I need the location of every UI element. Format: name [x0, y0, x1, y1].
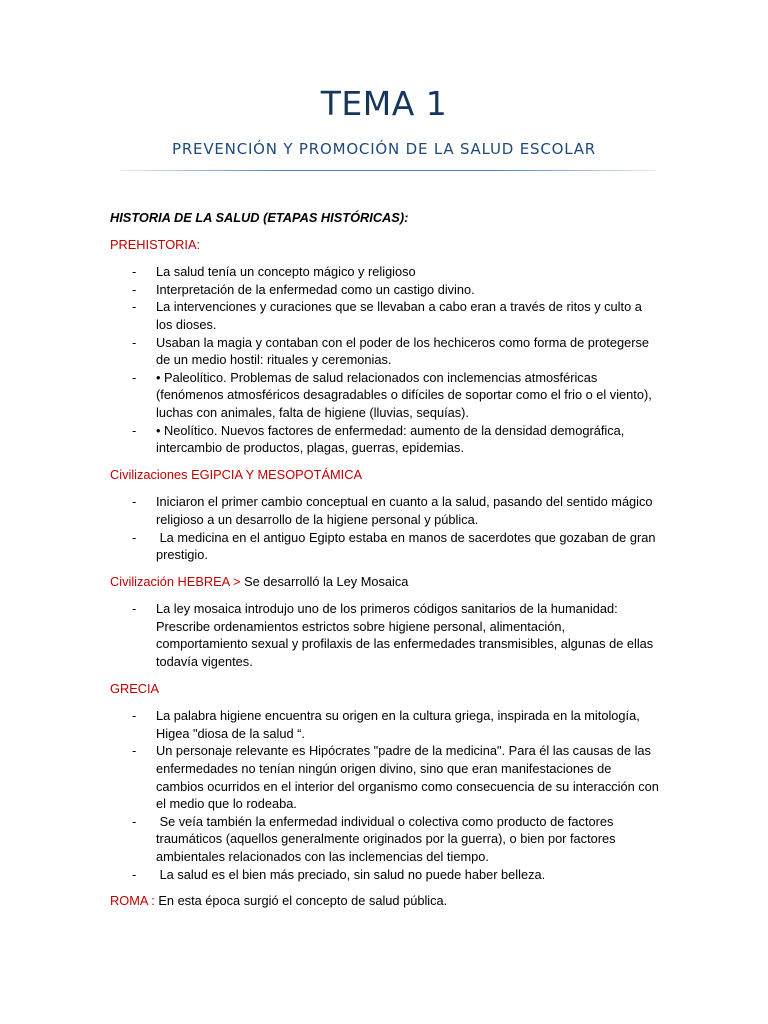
dash-bullet: - [132, 299, 137, 315]
list-prehistoria [110, 263, 660, 457]
list-item: - La salud tenía un concepto mágico y religioso [132, 264, 416, 280]
list-grecia [110, 707, 660, 883]
dash-bullet: - [132, 264, 137, 280]
section-label-prehistoria: PREHISTORIA: [110, 236, 201, 252]
document-body [110, 209, 660, 920]
dash-bullet: - [132, 601, 137, 617]
list-egipcia [110, 493, 660, 563]
dash-bullet: - [132, 813, 137, 829]
dash-bullet: - [132, 708, 137, 724]
list-item: - La medicina en el antiguo Egipto estaba en manos de sacerdotes que gozaban de gran prestigio. [132, 529, 660, 563]
page-title: TEMA 1 [320, 84, 448, 123]
dash-bullet: - [132, 866, 137, 882]
list-item: - La ley mosaica introdujo uno de los primeros códigos sanitarios de la humanidad: Prescribe ordenamientos estrictos sobre higiene personal, alimentación, comportamiento sexual y profilaxis de las enfermedades transmisibles, algunas de ellas todavía vigentes. [132, 601, 654, 670]
list-item: - Interpretación de la enfermedad como un castigo divino. [132, 281, 475, 297]
section-label-roma: ROMA : En esta época surgió el concepto de salud pública. [110, 893, 448, 909]
dash-bullet: - [132, 494, 137, 510]
list-item: - La intervenciones y curaciones que se llevaban a cabo eran a través de ritos y culto a los dioses. [132, 299, 642, 332]
dash-bullet: - [132, 743, 137, 759]
page-subtitle: PREVENCIÓN Y PROMOCIÓN DE LA SALUD ESCOLAR [171, 140, 596, 158]
list-item: - Usaban la magia y contaban con el poder de los hechiceros como forma de protegerse de un medio hostil: rituales y ceremonias. [132, 334, 649, 368]
title-divider [120, 170, 656, 171]
section-heading: HISTORIA DE LA SALUD (ETAPAS HISTÓRICAS): [110, 210, 409, 225]
list-hebrea [110, 600, 660, 670]
list-item: - Iniciaron el primer cambio conceptual en cuanto a la salud, pasando del sentido mágico religioso a un desarrollo de la higiene personal y pública. [132, 494, 653, 527]
dash-bullet: - [132, 281, 137, 297]
section-label-grecia: GRECIA [110, 680, 160, 696]
list-item: - • Neolítico. Nuevos factores de enfermedad: aumento de la densidad demográfica, intercambio de productos, plagas, guerras, epidemias. [132, 422, 625, 456]
list-item: - La palabra higiene encuentra su origen en la cultura griega, inspirada en la mitología, Higea "diosa de la salud “. [132, 708, 640, 741]
list-item: - Se veía también la enfermedad individual o colectiva como producto de factores traumáticos (aquellos generalmente originados por la guerra), o bien por factores ambientales relacionados con las inclemencias del tiempo. [132, 813, 620, 864]
list-item: - La salud es el bien más preciado, sin salud no puede haber belleza. [132, 866, 546, 882]
dash-bullet: - [132, 422, 137, 438]
section-label-hebrea: Civilización HEBREA > Se desarrolló la Ley Mosaica [110, 573, 409, 589]
list-item: - Un personaje relevante es Hipócrates "padre de la medicina". Para él las causas de las enfermedades no tenían ningún origen divino, sino que eran manifestaciones de cambios ocurridos en el interior del organismo como consecuencia de su interacción con el medio que lo rodeaba. [132, 743, 659, 812]
dash-bullet: - [132, 369, 137, 385]
list-item: - • Paleolítico. Problemas de salud relacionados con inclemencias atmosféricas (fenómenos atmosféricos desagradables o difíciles de soportar como el frio o el viento), luchas con animales, falta de higiene (lluvias, sequías). [132, 369, 652, 420]
dash-bullet: - [132, 334, 137, 350]
dash-bullet: - [132, 529, 137, 545]
section-label-egipcia: Civilizaciones EGIPCIA Y MESOPOTÁMICA [110, 466, 362, 482]
